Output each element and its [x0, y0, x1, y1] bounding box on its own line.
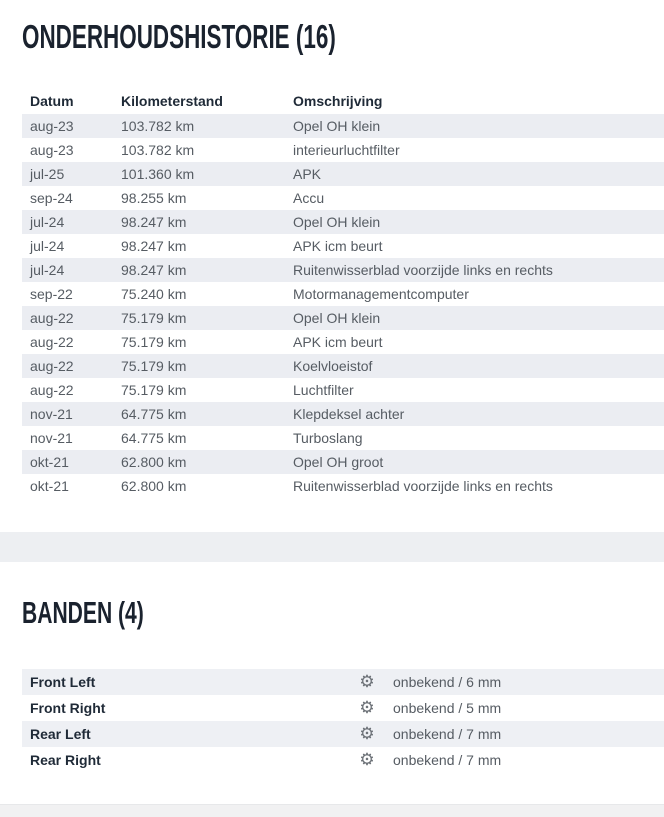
tire-row-front-right	[22, 695, 664, 721]
cell-description: Luchtfilter	[293, 382, 354, 398]
cell-date: aug-22	[30, 382, 74, 398]
cell-mileage: 75.179 km	[121, 334, 187, 350]
table-row	[22, 282, 664, 306]
cell-mileage: 75.179 km	[121, 358, 187, 374]
cell-date: jul-24	[30, 214, 65, 230]
tires-section-title-text: BANDEN (4)	[22, 595, 144, 630]
cell-mileage: 75.179 km	[121, 382, 187, 398]
table-row	[22, 426, 664, 450]
cell-description: Opel OH klein	[293, 118, 381, 134]
column-header-date: Datum	[30, 93, 74, 109]
maintenance-section-title	[0, 0, 664, 56]
cell-date: aug-23	[30, 118, 74, 134]
cell-description: Turboslang	[293, 430, 363, 446]
cell-date: jul-24	[30, 262, 65, 278]
cell-mileage: 64.775 km	[121, 406, 187, 422]
cell-mileage: 103.782 km	[121, 142, 195, 158]
cell-date: aug-23	[30, 142, 74, 158]
cell-mileage: 62.800 km	[121, 454, 187, 470]
maintenance-section-title-text: ONDERHOUDSHISTORIE (16)	[22, 18, 336, 55]
table-row	[22, 186, 664, 210]
tire-value: onbekend / 5 mm	[393, 700, 502, 716]
column-header-description: Omschrijving	[293, 93, 383, 109]
tire-value: onbekend / 7 mm	[393, 752, 502, 768]
cell-date: jul-24	[30, 238, 65, 254]
cell-description: Accu	[293, 190, 325, 206]
cell-date: aug-22	[30, 310, 74, 326]
cell-description: Opel OH groot	[293, 454, 384, 470]
column-header-mileage: Kilometerstand	[121, 93, 223, 109]
cell-description: Ruitenwisserblad voorzijde links en rechts	[293, 262, 553, 278]
cell-description: Opel OH klein	[293, 310, 381, 326]
cell-date: aug-22	[30, 334, 74, 350]
cell-description: Koelvloeistof	[293, 358, 373, 374]
cell-mileage: 98.247 km	[121, 214, 187, 230]
cell-date: aug-22	[30, 358, 74, 374]
maintenance-table-header	[22, 88, 664, 114]
tires-section-title	[0, 594, 664, 632]
gear-icon[interactable]: ⚙	[359, 750, 375, 769]
gear-icon[interactable]: ⚙	[359, 698, 375, 717]
cell-mileage: 75.240 km	[121, 286, 187, 302]
tire-row-front-left	[22, 669, 664, 695]
bottom-page-band	[0, 804, 664, 817]
table-row	[22, 234, 664, 258]
tire-label: Front Left	[30, 674, 96, 690]
cell-mileage: 98.255 km	[121, 190, 187, 206]
tire-label: Rear Left	[30, 726, 91, 742]
gear-icon[interactable]: ⚙	[359, 672, 375, 691]
cell-description: APK icm beurt	[293, 334, 383, 350]
section-divider-band	[0, 532, 664, 562]
table-row	[22, 114, 664, 138]
gear-icon[interactable]: ⚙	[359, 724, 375, 743]
tire-value: onbekend / 6 mm	[393, 674, 502, 690]
cell-mileage: 64.775 km	[121, 430, 187, 446]
tire-value: onbekend / 7 mm	[393, 726, 502, 742]
table-row	[22, 378, 664, 402]
tires-table	[22, 669, 664, 773]
cell-mileage: 101.360 km	[121, 166, 195, 182]
table-row	[22, 330, 664, 354]
table-row	[22, 450, 664, 474]
table-row	[22, 138, 664, 162]
cell-mileage: 103.782 km	[121, 118, 195, 134]
cell-description: APK	[293, 166, 322, 182]
cell-mileage: 98.247 km	[121, 238, 187, 254]
table-row	[22, 258, 664, 282]
table-row	[22, 162, 664, 186]
cell-description: Motormanagementcomputer	[293, 286, 469, 302]
tire-row-rear-left	[22, 721, 664, 747]
table-row	[22, 210, 664, 234]
table-row	[22, 402, 664, 426]
cell-date: okt-21	[30, 454, 69, 470]
cell-date: sep-22	[30, 286, 73, 302]
cell-description: interieurluchtfilter	[293, 142, 400, 158]
maintenance-table	[22, 88, 664, 498]
cell-date: sep-24	[30, 190, 73, 206]
table-row	[22, 474, 664, 498]
cell-date: nov-21	[30, 430, 73, 446]
cell-mileage: 98.247 km	[121, 262, 187, 278]
maintenance-table-body	[22, 114, 664, 498]
cell-description: Ruitenwisserblad voorzijde links en rechts	[293, 478, 553, 494]
tire-row-rear-right	[22, 747, 664, 773]
table-row	[22, 306, 664, 330]
tire-label: Rear Right	[30, 752, 101, 768]
cell-description: Klepdeksel achter	[293, 406, 405, 422]
table-row	[22, 354, 664, 378]
tire-label: Front Right	[30, 700, 106, 716]
cell-mileage: 75.179 km	[121, 310, 187, 326]
cell-mileage: 62.800 km	[121, 478, 187, 494]
cell-date: nov-21	[30, 406, 73, 422]
cell-date: jul-25	[30, 166, 65, 182]
cell-description: Opel OH klein	[293, 214, 381, 230]
cell-description: APK icm beurt	[293, 238, 383, 254]
cell-date: okt-21	[30, 478, 69, 494]
